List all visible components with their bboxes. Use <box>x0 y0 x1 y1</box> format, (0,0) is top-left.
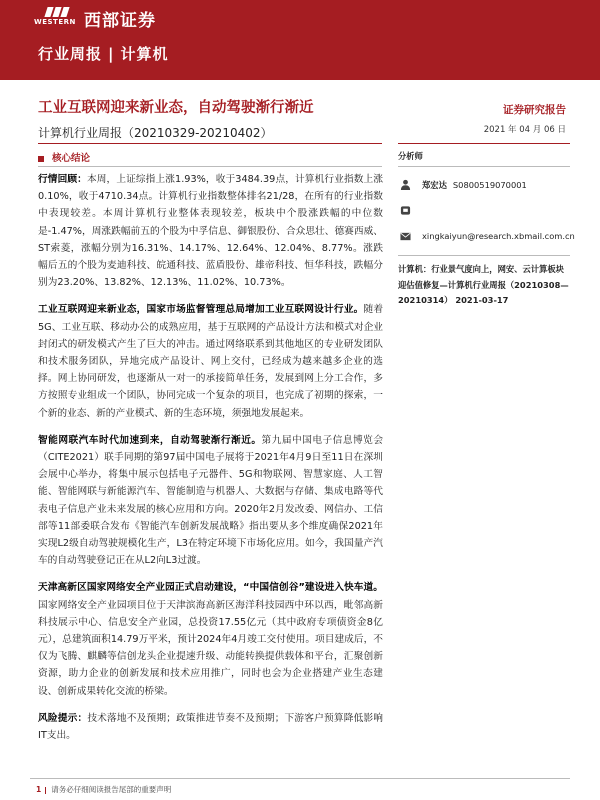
report-title: 工业互联网迎来新业态，自动驾驶渐行渐近 <box>38 100 314 116</box>
category-separator: | <box>108 45 115 63</box>
risk-text: 技术落地不及预期；政策推进节奏不及预期；下游客户预算降低影响IT支出。 <box>38 712 383 742</box>
section-heading <box>38 150 90 164</box>
analyst-name: 郑宏达 <box>422 180 447 190</box>
sidebar-top-divider <box>398 143 570 144</box>
page-footer <box>36 784 171 795</box>
analyst-email[interactable]: xingkaiyun@research.xbmail.com.cn <box>422 231 575 241</box>
logo-english: WESTERN <box>34 18 76 26</box>
analyst-name-row <box>398 177 570 193</box>
header-band <box>0 0 600 80</box>
paragraph-text: 国家网络安全产业园项目位于天津滨海高新区海洋科技园西中环以西，毗邻高新科技展示中心、信息安全产业园，总投资17.55亿元（其中政府专项债资金8亿元），总建筑面积14.79万平米，预计2024年4月竣工交付使用。项目建成后，不仅为飞腾、麒麟等信创龙头企业提速升级、动能转换提供载体和平台，汇聚创新资源，助力企业的创新发展和技术应用推广，同时也会为企业搭建产业生态建设、创新成果转化交流的桥梁。 <box>38 599 383 697</box>
person-icon <box>400 179 411 190</box>
footer-divider <box>30 778 570 779</box>
logo-mark-icon <box>44 4 70 18</box>
paragraph-text: 第九届中国电子信息博览会（CITE2021）联手同期的第97届中国电子展将于2021年4月9日至11日在深圳会展中心举办，将集中展示包括电子元器件、5G和物联网、智慧家庭、人工智能、智能网联与新能源汽车、智能制造与机器人、大数据与存储、集成电路等代表电子信息产业未来发展的核心应用和方向。2020年2月发改委、网信办、工信部等11部委联合发布《智能汽车创新发展战略》指出要从多个维度确保2021年实现L2级自动驾驶规模化生产，L3在特定环境下市场化应用。如今，我国量产汽车的自动驾驶登记正在从L2向L3过渡。 <box>38 434 384 567</box>
report-subtitle: 计算机行业周报（20210329-20210402） <box>38 126 273 140</box>
sector-label: 计算机 <box>120 45 169 63</box>
analyst-email-row <box>398 229 575 245</box>
paragraph-market-review <box>38 171 383 291</box>
analyst-heading: 分析师 <box>398 150 570 167</box>
sidebar-divider <box>398 255 570 256</box>
paragraph-lead: 天津高新区国家网络安全产业园正式启动建设，“中国信创谷”建设进入快车道。 <box>38 582 383 594</box>
footer-disclaimer: 请务必仔细阅读报告尾部的重要声明 <box>51 785 172 794</box>
footer-bar <box>45 787 46 794</box>
paragraph-risk <box>38 710 383 744</box>
logo-chinese: 西部证券 <box>84 11 156 31</box>
paragraph-text: 随着5G、工业互联、移动办公的成熟应用，基于互联网的产品设计方法和模式对企业封闭式的研发模式产生了巨大的冲击。通过网络联系到其他地区的专业研发团队和技术服务团队，异地完成产品设计、网上交付，已经成为越来越多企业的选择。网上协同研发，也逐渐从一对一的承接简单任务，发展到网上分工合作，多方按照专业组成一个团队，协同完成一个复杂的项目，也完成了初期的探索，一个新的业态、新的产业模式、新的生态环境，须强地发展起来。 <box>38 304 384 419</box>
paragraph-text: 本周，上证综指上涨1.93%，收于3484.39点，计算机行业指数上涨0.10%，收于4710.34点。计算机行业指数整体排名21/28，在所有的行业指数中表现较差。本周计算机行业整体表现较差，板块中个股涨跌幅的中位数是-1.47%，周涨跌幅前五的个股为中孚信息、御银股份、合众思壮、德赛西威、ST索菱，涨幅分别为16.31%、14.17%、12.64%、12.04%、8.77%。涨跌幅后五的个股为麦迪科技、皖通科技、蓝盾股份、雄帝科技、恒华科技，跌幅分别为23.20%、13.82%、12.13%、11.02%、10.73%。 <box>38 174 384 289</box>
analyst-phone-row <box>398 203 570 219</box>
section-heading-text: 核心结论 <box>52 153 91 164</box>
analyst-cert-number: S0800519070001 <box>452 180 527 190</box>
paragraph-lead: 工业互联网迎来新业态，国家市场监督管理总局增加工业互联网设计行业。 <box>38 304 364 316</box>
title-divider <box>38 143 382 144</box>
category-label: 行业周报 <box>38 45 103 63</box>
section-divider <box>38 166 382 167</box>
paragraph-cybersecurity-park <box>38 579 383 699</box>
email-icon <box>400 231 411 242</box>
sidebar <box>398 150 575 309</box>
page-number: 1 <box>36 785 42 794</box>
square-bullet-icon <box>38 156 44 162</box>
paragraph-autonomous-driving <box>38 432 383 570</box>
report-type: 证券研究报告 <box>503 104 566 116</box>
main-column <box>38 171 383 754</box>
related-report-link[interactable]: 计算机：行业景气度向上，网安、云计算板块迎估值修复—计算机行业周报（20210308—20210314） 2021-03-17 <box>398 264 569 305</box>
paragraph-lead: 行情回顾： <box>38 174 87 185</box>
risk-label: 风险提示： <box>38 712 88 724</box>
phone-icon <box>400 205 411 216</box>
report-category <box>38 43 169 64</box>
paragraph-lead: 智能网联汽车时代加速到来，自动驾驶渐行渐近。 <box>38 434 262 446</box>
paragraph-industrial-internet <box>38 301 383 421</box>
report-date: 2021 年 04 月 06 日 <box>483 125 566 135</box>
